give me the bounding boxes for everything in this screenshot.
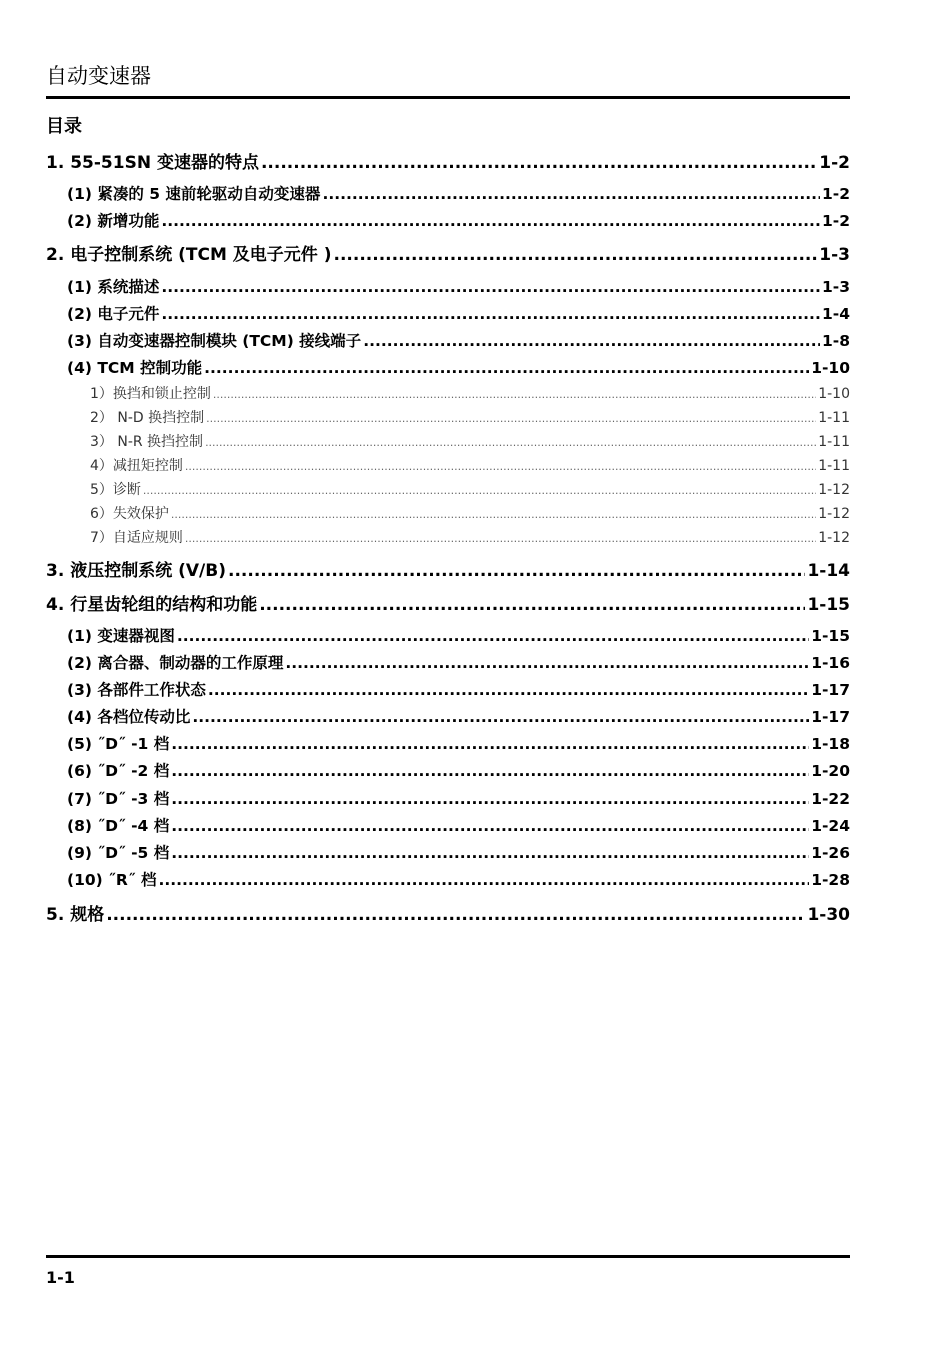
toc-entry[interactable]	[90, 479, 850, 499]
toc-entry-page: 1-12	[818, 506, 850, 522]
toc-entry-label: (3) 自动变速器控制模块 (TCM) 接线端子	[67, 332, 362, 350]
toc-leader-dots	[171, 844, 809, 862]
toc-entry-label: (7) ˝D˝ -3 档	[67, 790, 170, 808]
toc-entry-page: 1-26	[811, 844, 850, 862]
toc-entry-page: 1-20	[811, 762, 850, 780]
toc-entry[interactable]	[67, 787, 850, 809]
toc-leader-dots	[334, 245, 818, 265]
toc-entry-label: 2. 电子控制系统 (TCM 及电子元件 )	[46, 245, 332, 265]
toc-entry[interactable]	[67, 759, 850, 781]
header-divider	[46, 96, 850, 99]
toc-entry[interactable]	[67, 182, 850, 204]
page-number: 1-1	[46, 1268, 75, 1287]
toc-entry-label: 1）换挡和锁止控制	[90, 386, 211, 402]
toc-entry[interactable]	[90, 407, 850, 427]
toc-entry-label: (6) ˝D˝ -2 档	[67, 762, 170, 780]
toc-entry-label: 3） N-R 换挡控制	[90, 434, 204, 450]
toc-entry-page: 1-11	[818, 410, 850, 426]
toc-entry-label: (5) ˝D˝ -1 档	[67, 735, 170, 753]
toc-entry-label: 7）自适应规则	[90, 530, 183, 546]
toc-entry-page: 1-12	[818, 482, 850, 498]
toc-entry[interactable]	[67, 814, 850, 836]
toc-entry[interactable]	[67, 209, 850, 231]
toc-entry-page: 1-4	[821, 305, 850, 323]
toc-entry[interactable]	[67, 329, 850, 351]
toc-entry-label: (1) 紧凑的 5 速前轮驱动自动变速器	[67, 185, 321, 203]
toc-entry-page: 1-15	[811, 627, 850, 645]
toc-entry-label: 5）诊断	[90, 482, 141, 498]
footer-divider	[46, 1255, 850, 1258]
toc-entry[interactable]	[67, 302, 850, 324]
toc-leader-dots	[205, 436, 816, 449]
toc-entry-label: (8) ˝D˝ -4 档	[67, 817, 170, 835]
toc-leader-dots	[261, 153, 817, 173]
toc-entry-page: 1-22	[811, 790, 850, 808]
toc-entry-label: (4) 各档位传动比	[67, 708, 191, 726]
toc-entry-label: (1) 系统描述	[67, 278, 160, 296]
toc-entry-label: (9) ˝D˝ -5 档	[67, 844, 170, 862]
toc-entry-page: 1-18	[811, 735, 850, 753]
toc-leader-dots	[161, 305, 820, 323]
toc-leader-dots	[158, 871, 809, 889]
toc-entry-page: 1-12	[818, 530, 850, 546]
toc-entry-page: 1-28	[811, 871, 850, 889]
toc-leader-dots	[177, 627, 809, 645]
toc-entry-label: 2） N-D 换挡控制	[90, 410, 205, 426]
toc-entry-page: 1-11	[818, 434, 850, 450]
toc-leader-dots	[185, 532, 816, 545]
toc-entry[interactable]	[46, 240, 850, 265]
toc-leader-dots	[171, 508, 816, 521]
toc-leader-dots	[185, 460, 816, 473]
toc-entry-page: 1-16	[811, 654, 850, 672]
toc-entry[interactable]	[67, 651, 850, 673]
toc-entry-label: 6）失效保护	[90, 506, 169, 522]
toc-leader-dots	[171, 735, 809, 753]
toc-entry[interactable]	[46, 900, 850, 925]
toc-entry[interactable]	[90, 503, 850, 523]
toc-entry-page: 1-2	[821, 212, 850, 230]
toc-heading: 目录	[46, 116, 82, 137]
toc-entry[interactable]	[90, 383, 850, 403]
toc-entry[interactable]	[67, 624, 850, 646]
toc-entry-label: (3) 各部件工作状态	[67, 681, 206, 699]
toc-entry[interactable]	[67, 275, 850, 297]
toc-entry-label: 4. 行星齿轮组的结构和功能	[46, 595, 258, 615]
toc-entry[interactable]	[46, 556, 850, 581]
toc-entry[interactable]	[67, 732, 850, 754]
toc-entry[interactable]	[67, 678, 850, 700]
toc-entry[interactable]	[67, 356, 850, 378]
toc-entry-page: 1-15	[807, 595, 850, 615]
toc-entry-page: 1-3	[819, 245, 850, 265]
toc-entry-page: 1-10	[818, 386, 850, 402]
toc-entry-label: 5. 规格	[46, 905, 105, 925]
toc-entry[interactable]	[90, 431, 850, 451]
toc-entry-page: 1-10	[811, 359, 850, 377]
toc-leader-dots	[161, 212, 820, 230]
toc-entry-label: 1. 55-51SN 变速器的特点	[46, 153, 259, 173]
toc-entry-page: 1-2	[821, 185, 850, 203]
toc-leader-dots	[213, 388, 816, 401]
toc-leader-dots	[228, 561, 805, 581]
toc-leader-dots	[206, 412, 816, 425]
toc-entry-label: (4) TCM 控制功能	[67, 359, 203, 377]
toc-entry-page: 1-17	[811, 681, 850, 699]
toc-leader-dots	[106, 905, 805, 925]
toc-entry-page: 1-3	[821, 278, 850, 296]
toc-leader-dots	[143, 484, 816, 497]
toc-leader-dots	[192, 708, 809, 726]
toc-entry-page: 1-8	[821, 332, 850, 350]
toc-entry-page: 1-24	[811, 817, 850, 835]
toc-leader-dots	[161, 278, 820, 296]
toc-entry-page: 1-11	[818, 458, 850, 474]
toc-entry[interactable]	[90, 455, 850, 475]
toc-entry-label: (10) ˝R˝ 档	[67, 871, 157, 889]
toc-entry[interactable]	[46, 148, 850, 173]
toc-leader-dots	[363, 332, 820, 350]
toc-leader-dots	[171, 762, 809, 780]
toc-entry-page: 1-2	[819, 153, 850, 173]
toc-entry[interactable]	[67, 841, 850, 863]
toc-entry[interactable]	[67, 705, 850, 727]
toc-entry-label: (2) 新增功能	[67, 212, 160, 230]
toc-entry[interactable]	[90, 527, 850, 547]
toc-leader-dots	[285, 654, 809, 672]
document-title: 自动变速器	[46, 64, 151, 88]
toc-entry-label: (2) 离合器、制动器的工作原理	[67, 654, 284, 672]
toc-entry[interactable]	[46, 590, 850, 615]
toc-entry-label: (2) 电子元件	[67, 305, 160, 323]
toc-leader-dots	[208, 681, 809, 699]
toc-entry-page: 1-30	[807, 905, 850, 925]
toc-leader-dots	[171, 790, 809, 808]
toc-entry[interactable]	[67, 868, 850, 890]
toc-entry-label: 3. 液压控制系统 (V/B)	[46, 561, 226, 581]
toc-leader-dots	[322, 185, 820, 203]
toc-leader-dots	[259, 595, 805, 615]
toc-entry-page: 1-17	[811, 708, 850, 726]
toc-entry-page: 1-14	[807, 561, 850, 581]
toc-entry-label: (1) 变速器视图	[67, 627, 175, 645]
toc-entry-label: 4）减扭矩控制	[90, 458, 183, 474]
toc-leader-dots	[204, 359, 809, 377]
toc-leader-dots	[171, 817, 809, 835]
